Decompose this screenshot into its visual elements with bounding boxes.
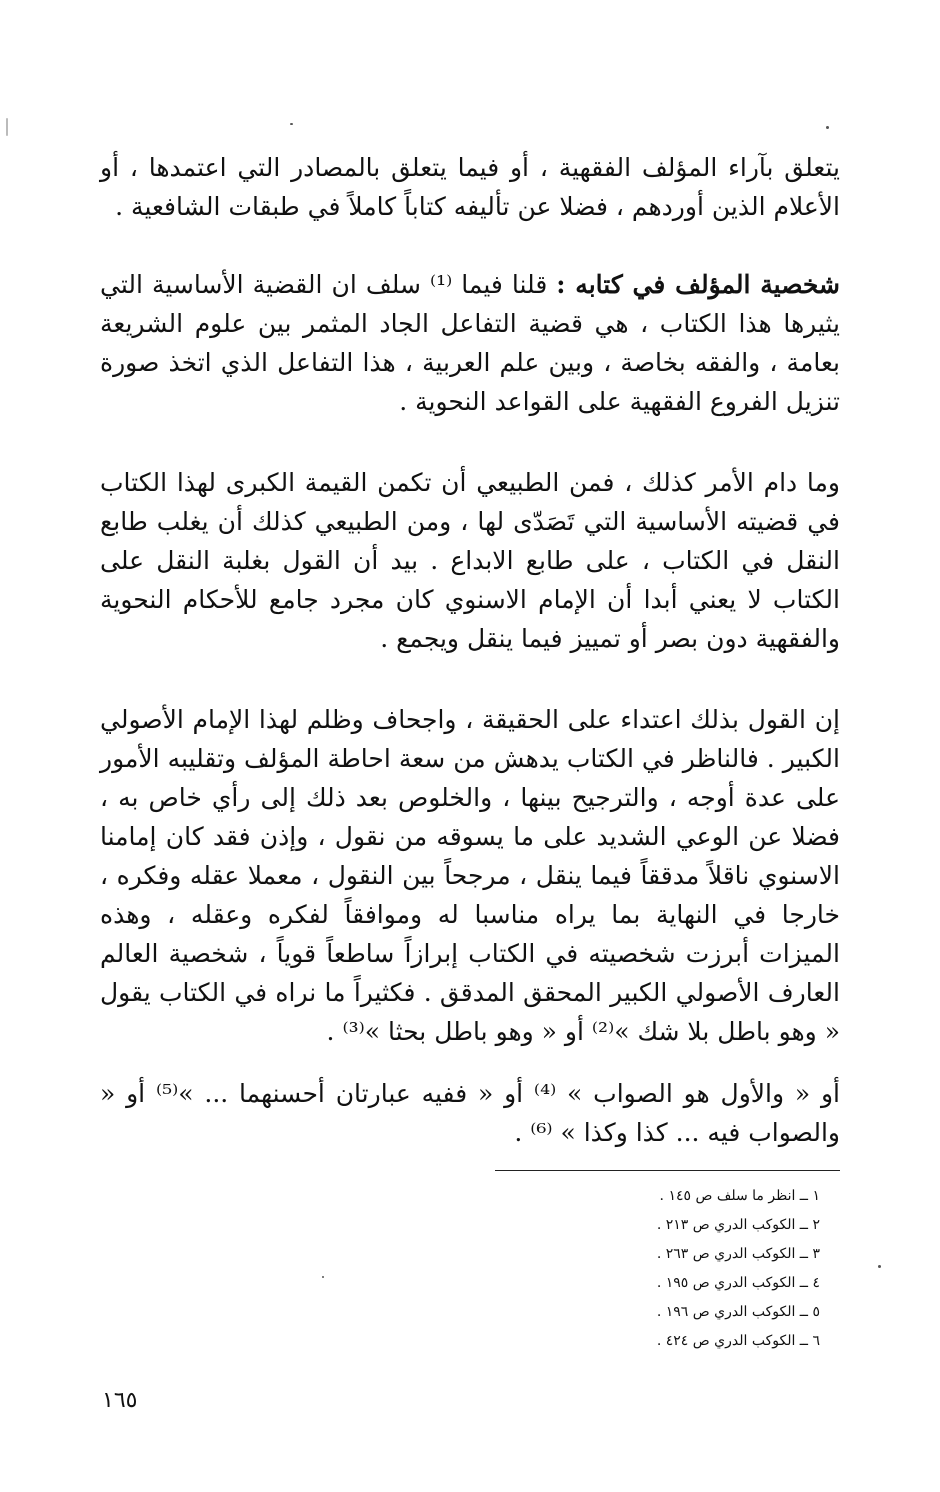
paragraph-2-text (100, 265, 840, 421)
paragraph-5 (100, 1074, 840, 1152)
paragraph-4-text: إن القول بذلك اعتداء على الحقيقة ، واجحاف وظلم لهذا الإمام الأصولي الكبير . فالناظر في الكتاب يدهش من سعة احاطة المؤلف وتقليبه الأمور على عدة أوجه ، والترجيح بينها ، والخلوص بعد ذلك إلى رأي خاص به ، فضلا عن الوعي الشديد على ما يسوقه من نقول ، وإذن فقد كان إمامنا الاسنوي ناقلاً مدققاً فيما ينقل ، مرجحاً بين النقول ، معملا عقله وفكره ، خارجا في النهاية بما يراه مناسبا له وموافقاً لفكره وعقله ، وهذه الميزات أبرزت شخصيته في الكتاب إبرازاً ساطعاً قوياً ، شخصية العالم العارف الأصولي الكبير المحقق المدقق . فكثيراً ما نراه في الكتاب يقول « وهو باطل بلا شك »⁽²⁾ أو « وهو باطل بحثا »⁽³⁾ . (100, 705, 840, 1046)
footnote-item: ٥ ــ الكوكب الدري ص ١٩٦ . (656, 1304, 820, 1320)
footnote-item: ٢ ــ الكوكب الدري ص ٢١٣ . (656, 1217, 820, 1233)
scan-speck (826, 126, 829, 129)
paragraph-1-text: يتعلق بآراء المؤلف الفقهية ، أو فيما يتعلق بالمصادر التي اعتمدها ، أو الأعلام الذين أوردهم ، فضلا عن تأليفه كتاباً كاملاً في طبقات الشافعية . (100, 153, 840, 221)
paragraph-3 (100, 463, 840, 658)
footnote-item: ٦ ــ الكوكب الدري ص ٤٢٤ . (656, 1333, 820, 1349)
paragraph-2 (100, 265, 840, 421)
paragraph-5-text: أو « والأول هو الصواب » ⁽⁴⁾ أو « ففيه عبارتان أحسنهما ... »⁽⁵⁾ أو « والصواب فيه ... كذا وكذا » ⁽⁶⁾ . (100, 1079, 840, 1147)
paragraph-3-text: وما دام الأمر كذلك ، فمن الطبيعي أن تكمن القيمة الكبرى لهذا الكتاب في قضيته الأساسية التي تَصَدّى لها ، ومن الطبيعي كذلك أن يغلب طابع النقل في الكتاب ، على طابع الابداع . بيد أن القول بغلبة النقل على الكتاب لا يعني أبدا أن الإمام الاسنوي كان مجرد جامع للأحكام النحوية والفقهية دون بصر أو تمييز فيما ينقل ويجمع . (100, 468, 840, 653)
paragraph-4 (100, 700, 840, 1051)
scan-edge-mark (6, 118, 8, 136)
scan-speck (878, 1265, 881, 1268)
footnote-list (500, 1182, 820, 1356)
section-heading: شخصية المؤلف في كتابه : (556, 270, 840, 299)
paragraph-2-body: قلنا فيما ⁽¹⁾ سلف ان القضية الأساسية التي يثيرها هذا الكتاب ، هي قضية التفاعل الجاد المثمر بين علوم الشريعة بعامة ، والفقه بخاصة ، وبين علم العربية ، هذا التفاعل الذي اتخذ صورة تنزيل الفروع الفقهية على القواعد النحوية . (100, 270, 840, 416)
scan-speck (322, 1276, 324, 1278)
footnote-item: ١ ــ انظر ما سلف ص ١٤٥ . (659, 1188, 820, 1204)
scan-speck (290, 123, 293, 125)
footnote-item: ٣ ــ الكوكب الدري ص ٢٦٣ . (656, 1246, 820, 1262)
paragraph-1 (100, 148, 840, 226)
footnote-item: ٤ ــ الكوكب الدري ص ١٩٥ . (656, 1275, 820, 1291)
footnote-divider (495, 1170, 840, 1171)
page-number: ١٦٥ (102, 1388, 138, 1413)
